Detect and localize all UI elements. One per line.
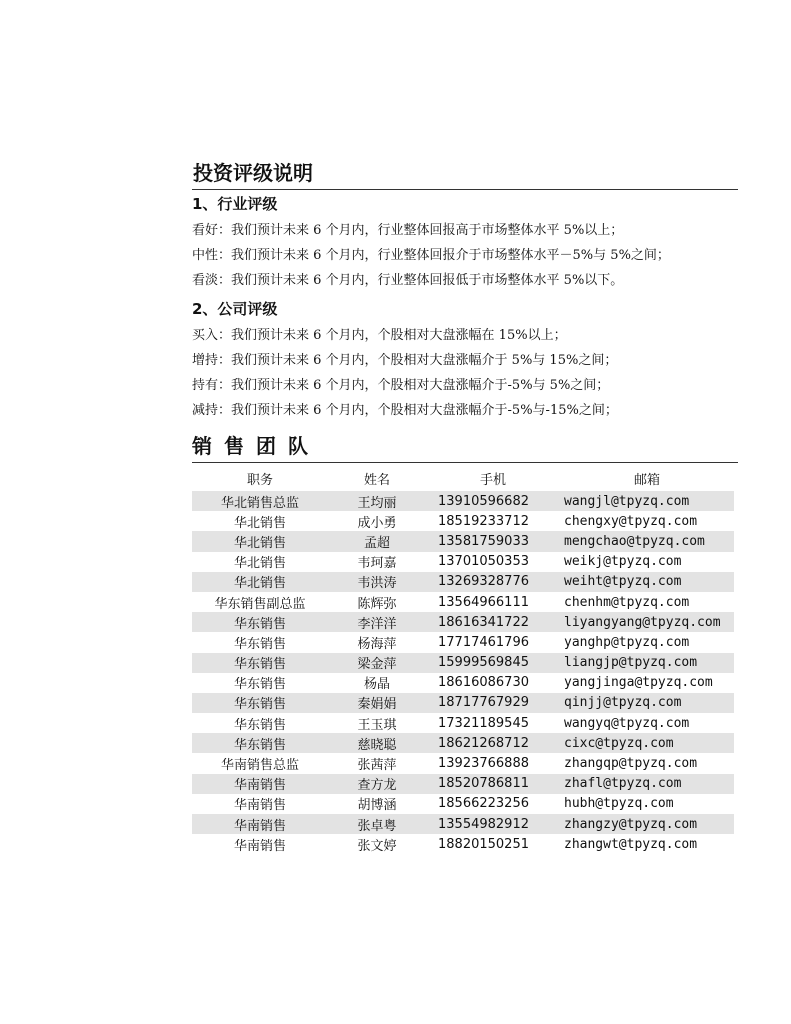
cell-phone: 18621268712	[426, 733, 560, 753]
header-email: 邮箱	[633, 472, 660, 488]
cell-position: 华东销售	[192, 612, 328, 632]
table-row	[192, 552, 734, 572]
cell-position: 华南销售	[192, 814, 328, 834]
sales-team-table	[192, 465, 734, 854]
cell-name: 张文婷	[357, 838, 397, 854]
industry-rating-line: 中性：我们预计未来 6 个月内，行业整体回报介于市场整体水平－5%与 5%之间；	[192, 248, 670, 263]
cell-position: 华南销售	[192, 774, 328, 794]
cell-name: 秦娟娟	[328, 693, 426, 713]
cell-phone: 13554982912	[426, 814, 560, 834]
cell-phone: 13701050353	[438, 554, 529, 570]
industry-rating-line: 看好：我们预计未来 6 个月内，行业整体回报高于市场整体水平 5%以上；	[192, 223, 624, 238]
cell-position: 华北销售	[192, 531, 328, 551]
table-row	[192, 572, 734, 592]
cell-name: 韦珂嘉	[357, 556, 397, 572]
cell-name: 杨晶	[363, 677, 390, 693]
cell-email: cixc@tpyzq.com	[560, 733, 734, 753]
cell-phone: 13581759033	[426, 531, 560, 551]
cell-phone: 15999569845	[426, 653, 560, 673]
company-rating-list	[192, 323, 738, 423]
rating-title-rule	[192, 189, 738, 190]
cell-name: 成小勇	[357, 515, 397, 531]
cell-phone: 13923766888	[438, 756, 529, 772]
cell-email: wangyq@tpyzq.com	[564, 715, 690, 731]
cell-position: 华北销售	[233, 515, 286, 531]
table-row	[192, 511, 734, 531]
cell-email: liangjp@tpyzq.com	[560, 653, 734, 673]
sales-team-title: 销售团队	[192, 434, 320, 458]
table-row	[192, 673, 734, 693]
cell-email: wangjl@tpyzq.com	[560, 491, 734, 511]
cell-email: liyangyang@tpyzq.com	[560, 612, 734, 632]
cell-position: 华东销售	[192, 733, 328, 753]
cell-phone: 18820150251	[438, 836, 529, 852]
company-rating-line: 持有：我们预计未来 6 个月内，个股相对大盘涨幅介于-5%与 5%之间；	[192, 378, 610, 393]
cell-name: 孟超	[328, 531, 426, 551]
cell-phone: 18566223256	[438, 796, 529, 812]
table-row	[192, 753, 734, 773]
rating-section-title: 投资评级说明	[193, 161, 313, 185]
cell-email: yangjinga@tpyzq.com	[564, 675, 713, 691]
table-row	[192, 693, 734, 713]
cell-phone: 18616086730	[438, 675, 529, 691]
cell-phone: 13910596682	[426, 491, 560, 511]
cell-position: 华东销售副总监	[214, 596, 306, 612]
cell-phone: 17321189545	[438, 715, 529, 731]
cell-position: 华南销售	[233, 798, 286, 814]
cell-name: 梁金萍	[328, 653, 426, 673]
cell-phone: 17717461796	[438, 634, 529, 650]
cell-position: 华北销售总监	[192, 491, 328, 511]
cell-name: 杨海萍	[357, 636, 397, 652]
cell-position: 华北销售	[192, 572, 328, 592]
table-row	[192, 592, 734, 612]
cell-phone: 13269328776	[426, 572, 560, 592]
cell-position: 华东销售	[192, 693, 328, 713]
table-row	[192, 733, 734, 753]
cell-phone: 18717767929	[426, 693, 560, 713]
cell-email: zhangzy@tpyzq.com	[560, 814, 734, 834]
cell-name: 陈辉弥	[357, 596, 397, 612]
company-rating-line: 减持：我们预计未来 6 个月内，个股相对大盘涨幅介于-5%与-15%之间；	[192, 403, 618, 418]
cell-position: 华南销售	[233, 838, 286, 854]
cell-phone: 13564966111	[438, 594, 529, 610]
cell-position: 华东销售	[233, 636, 286, 652]
cell-name: 王均丽	[328, 491, 426, 511]
table-row	[192, 713, 734, 733]
cell-email: zhafl@tpyzq.com	[560, 774, 734, 794]
cell-email: qinjj@tpyzq.com	[560, 693, 734, 713]
cell-position: 华南销售总监	[220, 758, 299, 774]
cell-email: zhangqp@tpyzq.com	[564, 756, 698, 772]
cell-name: 查方龙	[328, 774, 426, 794]
cell-email: hubh@tpyzq.com	[564, 796, 674, 812]
cell-position: 华东销售	[233, 717, 286, 733]
header-phone: 手机	[479, 472, 506, 488]
industry-rating-title: 1、行业评级	[192, 195, 278, 213]
cell-position: 华北销售	[233, 556, 286, 572]
industry-rating-line: 看淡：我们预计未来 6 个月内，行业整体回报低于市场整体水平 5%以下。	[192, 273, 624, 288]
table-row	[192, 632, 734, 652]
cell-email: mengchao@tpyzq.com	[560, 531, 734, 551]
company-rating-title: 2、公司评级	[192, 300, 278, 318]
team-table-body	[192, 491, 734, 854]
cell-name: 李洋洋	[328, 612, 426, 632]
cell-name: 慈晓聪	[328, 733, 426, 753]
cell-email: weikj@tpyzq.com	[564, 554, 682, 570]
cell-name: 胡博涵	[357, 798, 397, 814]
header-position: 职务	[246, 472, 273, 488]
table-row	[192, 814, 734, 834]
table-row	[192, 794, 734, 814]
cell-email: weiht@tpyzq.com	[560, 572, 734, 592]
table-header-row	[192, 465, 734, 491]
company-rating-line: 买入：我们预计未来 6 个月内，个股相对大盘涨幅在 15%以上；	[192, 328, 567, 343]
table-row	[192, 531, 734, 551]
cell-name: 张卓粤	[328, 814, 426, 834]
table-row	[192, 774, 734, 794]
cell-name: 张茜萍	[357, 758, 397, 774]
cell-phone: 18616341722	[426, 612, 560, 632]
table-row	[192, 612, 734, 632]
cell-phone: 18520786811	[426, 774, 560, 794]
cell-position: 华东销售	[192, 653, 328, 673]
cell-email: chengxy@tpyzq.com	[564, 513, 698, 529]
cell-email: chenhm@tpyzq.com	[564, 594, 690, 610]
document-page	[192, 160, 738, 854]
cell-email: zhangwt@tpyzq.com	[564, 836, 698, 852]
table-row	[192, 653, 734, 673]
team-title-rule	[192, 462, 738, 463]
cell-position: 华东销售	[233, 677, 286, 693]
header-name: 姓名	[363, 472, 390, 488]
industry-rating-list	[192, 218, 738, 293]
table-row	[192, 491, 734, 511]
company-rating-line: 增持：我们预计未来 6 个月内，个股相对大盘涨幅介于 5%与 15%之间；	[192, 353, 618, 368]
cell-phone: 18519233712	[438, 513, 529, 529]
table-row	[192, 834, 734, 854]
cell-email: yanghp@tpyzq.com	[564, 634, 690, 650]
cell-name: 王玉琪	[357, 717, 397, 733]
cell-name: 韦洪涛	[328, 572, 426, 592]
